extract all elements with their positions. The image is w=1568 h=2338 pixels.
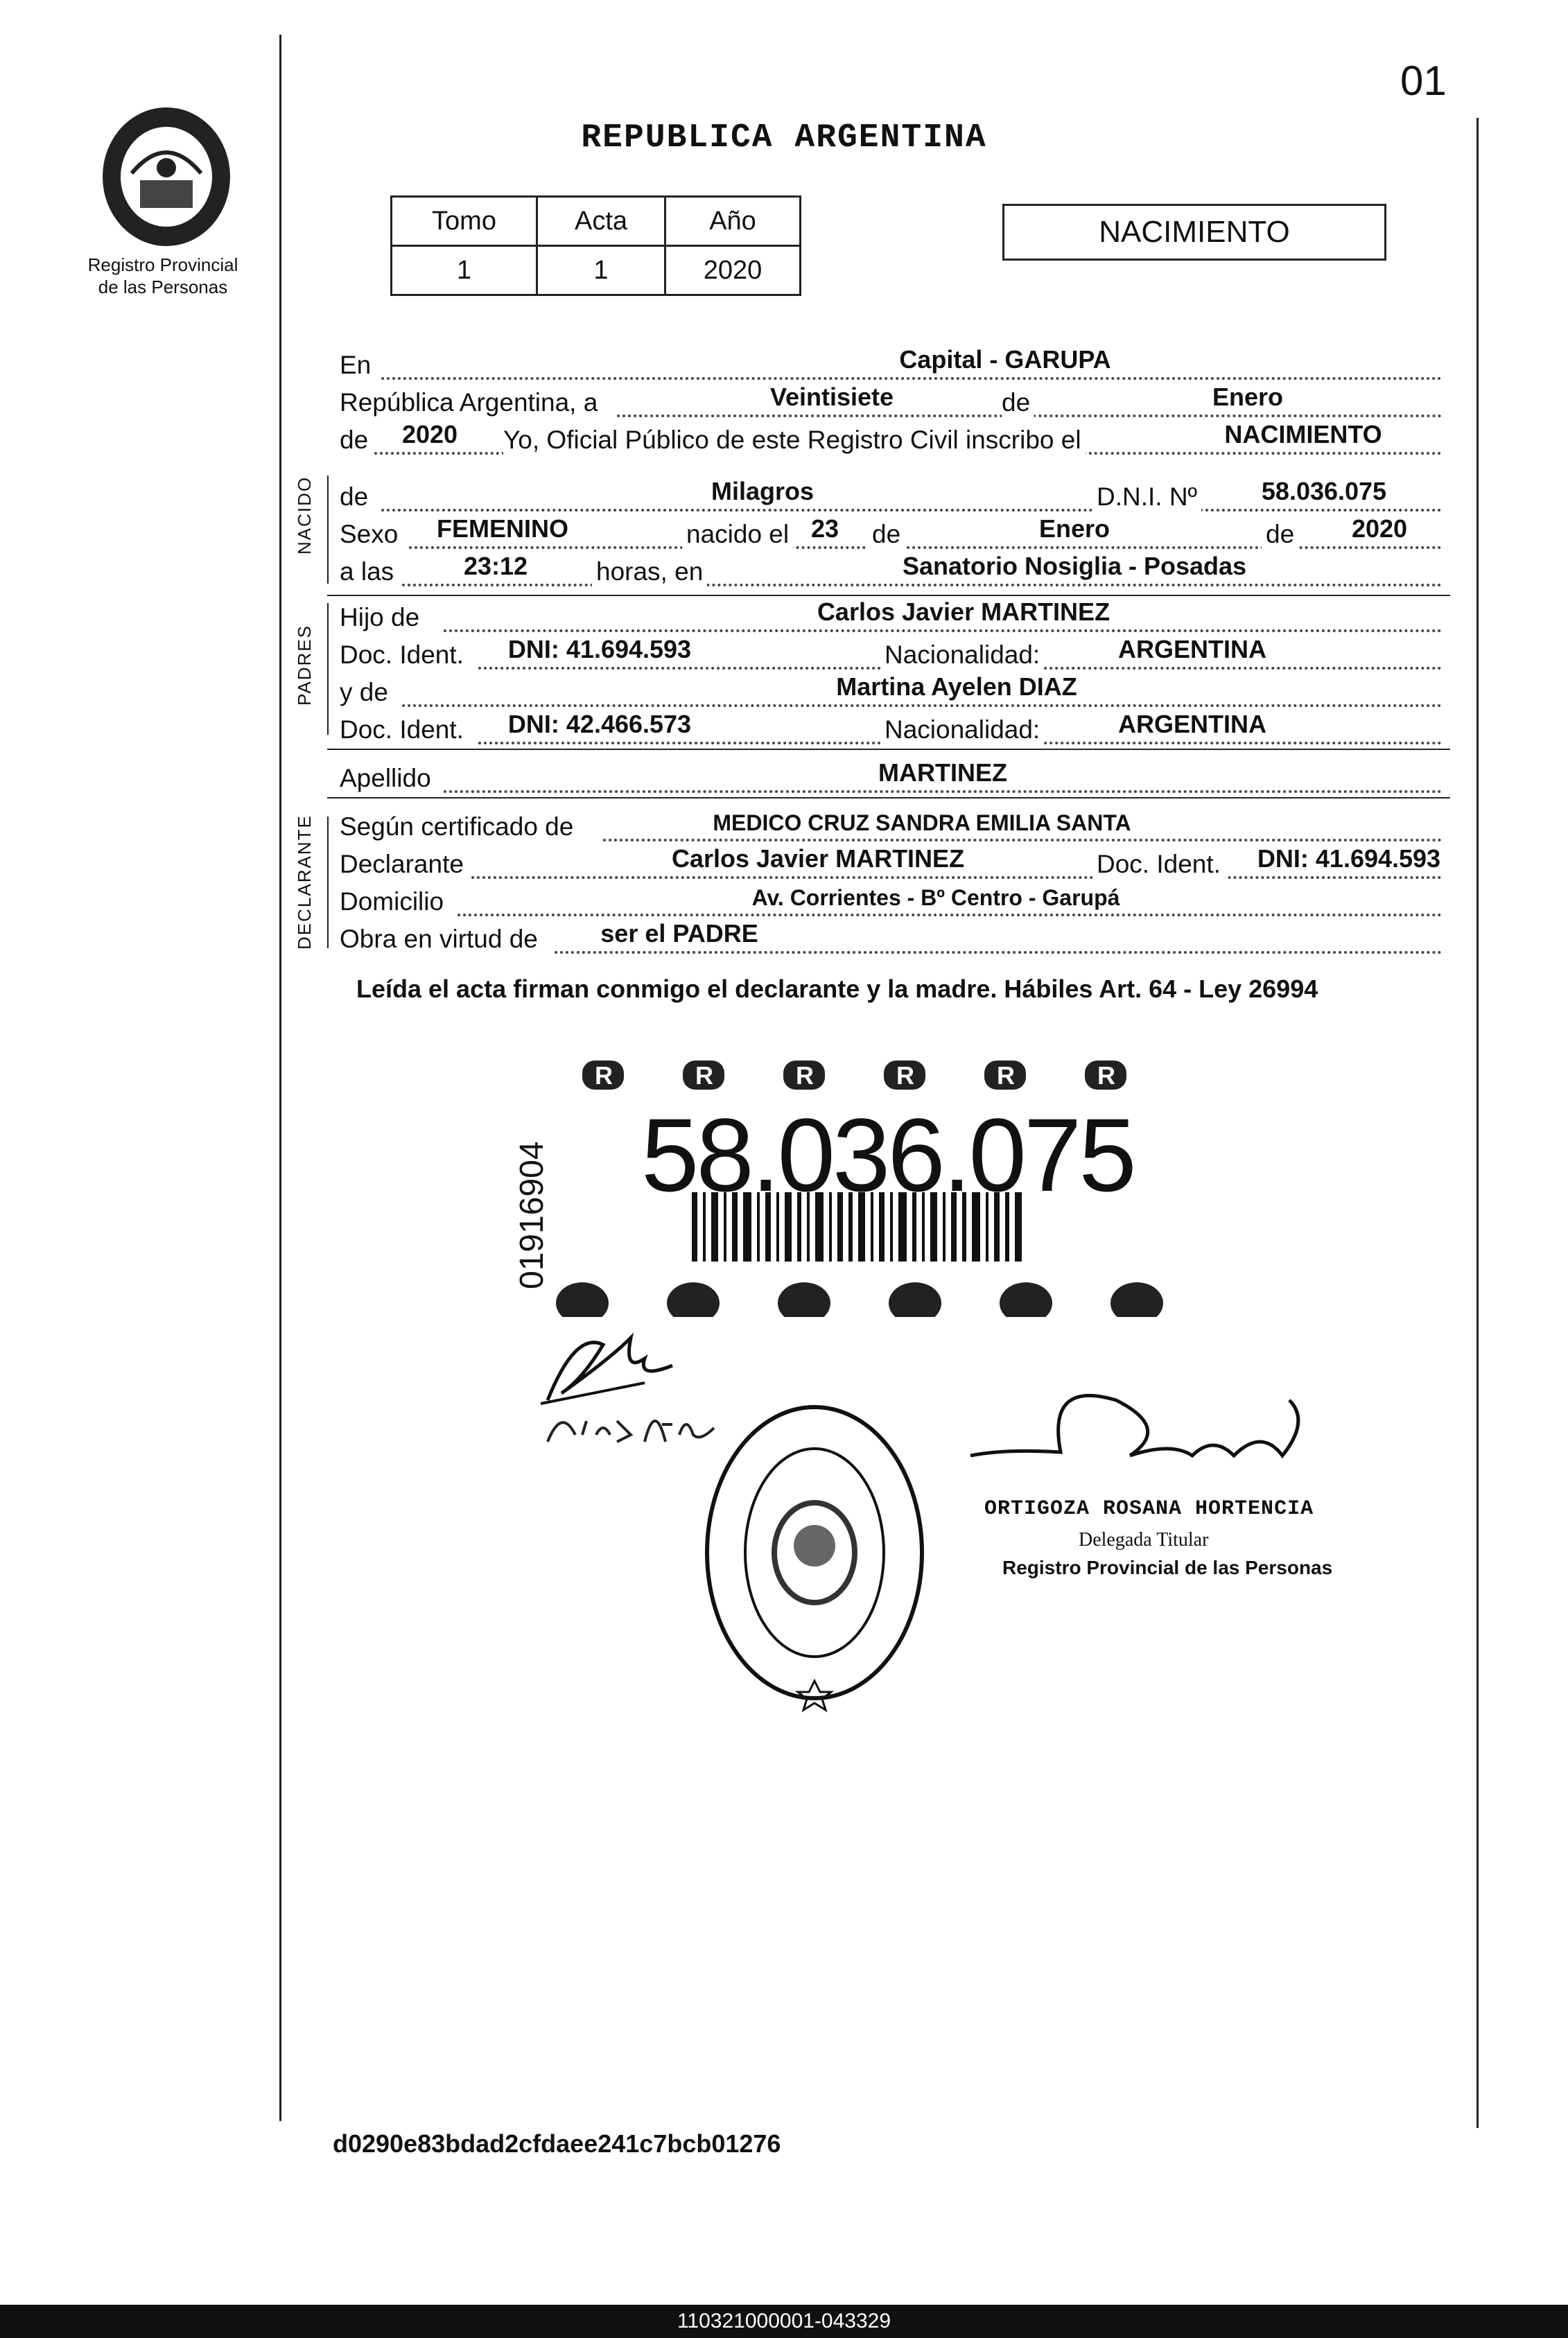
mother-nat: ARGENTINA [1118, 710, 1266, 738]
birth-year: 2020 [1351, 514, 1408, 543]
cert-value: MEDICO CRUZ SANDRA EMILIA SANTA [713, 810, 1131, 835]
en-label: En [340, 351, 375, 380]
sticker-serial: 01916904 [514, 1141, 550, 1289]
value-tomo: 1 [392, 246, 537, 295]
nac2-label: Nacionalidad: [880, 715, 1044, 744]
de2-label: de [340, 426, 372, 455]
row-mother-doc [340, 710, 1449, 744]
official-signature [964, 1372, 1324, 1490]
birth-day: 23 [810, 514, 839, 543]
horas-label: horas, en [592, 557, 707, 586]
official-role: Delegada Titular [1079, 1529, 1209, 1551]
row-mother [340, 672, 1449, 707]
row-official [340, 420, 1449, 455]
row-declarante [340, 844, 1449, 879]
svg-text:R: R [896, 1061, 914, 1090]
year-value: 2020 [401, 420, 458, 448]
svg-text:R: R [997, 1061, 1015, 1090]
republica-label: República Argentina, a [340, 388, 602, 417]
declarante-value: Carlos Javier MARTINEZ [671, 844, 965, 873]
month-value: Enero [1212, 383, 1284, 411]
hijo-label: Hijo de [340, 603, 424, 632]
apellido-label: Apellido [340, 764, 435, 793]
time-value: 23:12 [463, 552, 528, 580]
nac-label: Nacionalidad: [880, 640, 1044, 670]
footer-id: 110321000001-043329 [0, 2305, 1568, 2338]
doc2-label: Doc. Ident. [340, 715, 468, 744]
row-name [340, 477, 1449, 512]
official-office: Registro Provincial de las Personas [1002, 1557, 1333, 1578]
padres-section-label: PADRES [294, 625, 315, 706]
dni-label: D.N.I. Nº [1092, 482, 1201, 512]
official-text: Yo, Oficial Público de este Registro Civil inscribo el [503, 426, 1086, 455]
name-value: Milagros [711, 477, 815, 505]
logo-caption-line1: Registro Provincial [87, 254, 238, 275]
apellido-value: MARTINEZ [878, 758, 1007, 787]
doc-label: Doc. Ident. [340, 640, 468, 670]
svg-text:R: R [695, 1061, 713, 1090]
mother-signature [541, 1393, 721, 1456]
row-en [340, 345, 1449, 380]
row-apellido [340, 758, 1449, 793]
row-cert [340, 807, 1449, 841]
domicilio-value: Av. Corrientes - Bº Centro - Garupá [751, 885, 1120, 910]
obra-label: Obra en virtud de [340, 925, 542, 954]
mother-doc: DNI: 42.466.573 [507, 710, 692, 738]
header-acta: Acta [537, 197, 665, 246]
legal-text: Leída el acta firman conmigo el declarante y la madre. Hábiles Art. 64 - Ley 26994 [356, 975, 1318, 1003]
value-anio: 2020 [665, 246, 801, 295]
sticker-dni-number: 58.036.075 [641, 1097, 1134, 1213]
document-hash: d0290e83bdad2cfdaee241c7bcb01276 [333, 2129, 781, 2158]
de-label: de [1002, 388, 1034, 417]
dni-value: 58.036.075 [1261, 477, 1387, 505]
alas-label: a las [340, 557, 398, 586]
de3-label: de [340, 482, 372, 512]
header-tomo: Tomo [392, 197, 537, 246]
row-domicilio [340, 882, 1449, 916]
father-nat: ARGENTINA [1118, 635, 1266, 663]
row-sexo [340, 514, 1449, 549]
de4-label: de [868, 520, 905, 549]
row-republica [340, 383, 1449, 417]
header-anio: Año [665, 197, 801, 246]
declarante-section-label: DECLARANTE [294, 814, 315, 950]
birth-month: Enero [1038, 514, 1110, 543]
svg-text:R: R [1097, 1061, 1115, 1090]
yde-label: y de [340, 678, 392, 707]
sexo-label: Sexo [340, 520, 402, 549]
document-title: REPUBLICA ARGENTINA [581, 119, 987, 157]
de5-label: de [1262, 520, 1298, 549]
domicilio-label: Domicilio [340, 887, 448, 916]
row-father [340, 597, 1449, 632]
father-value: Carlos Javier MARTINEZ [817, 597, 1110, 626]
record-type-box: NACIMIENTO [1002, 204, 1386, 261]
declarante-label: Declarante [340, 850, 468, 879]
official-name: ORTIGOZA ROSANA HORTENCIA [984, 1497, 1314, 1521]
official-seal [700, 1393, 929, 1712]
logo-caption [62, 254, 263, 298]
logo-caption-line2: de las Personas [98, 277, 228, 297]
page-number: 01 [1400, 58, 1447, 104]
inscribe-value: NACIMIENTO [1224, 420, 1382, 448]
cert-label: Según certificado de [340, 812, 577, 841]
father-doc: DNI: 41.694.593 [507, 635, 692, 663]
svg-text:R: R [796, 1061, 814, 1090]
obra-value: ser el PADRE [600, 919, 758, 948]
nacido-section-label: NACIDO [294, 476, 315, 555]
right-margin-line [1476, 118, 1479, 2128]
value-acta: 1 [537, 246, 665, 295]
sexo-value: FEMENINO [436, 514, 568, 543]
mother-value: Martina Ayelen DIAZ [836, 672, 1077, 701]
row-time [340, 552, 1449, 586]
declarante-doc: DNI: 41.694.593 [1257, 844, 1441, 873]
place-value: Sanatorio Nosiglia - Posadas [902, 552, 1247, 580]
left-margin-line [279, 35, 281, 2121]
svg-text:R: R [595, 1061, 613, 1090]
row-father-doc [340, 635, 1449, 670]
doc3-label: Doc. Ident. [1092, 850, 1225, 879]
en-value: Capital - GARUPA [899, 345, 1111, 374]
record-table [390, 195, 801, 296]
nacido-label: nacido el [682, 520, 793, 549]
day-value: Veintisiete [769, 383, 894, 411]
row-obra [340, 919, 1449, 954]
